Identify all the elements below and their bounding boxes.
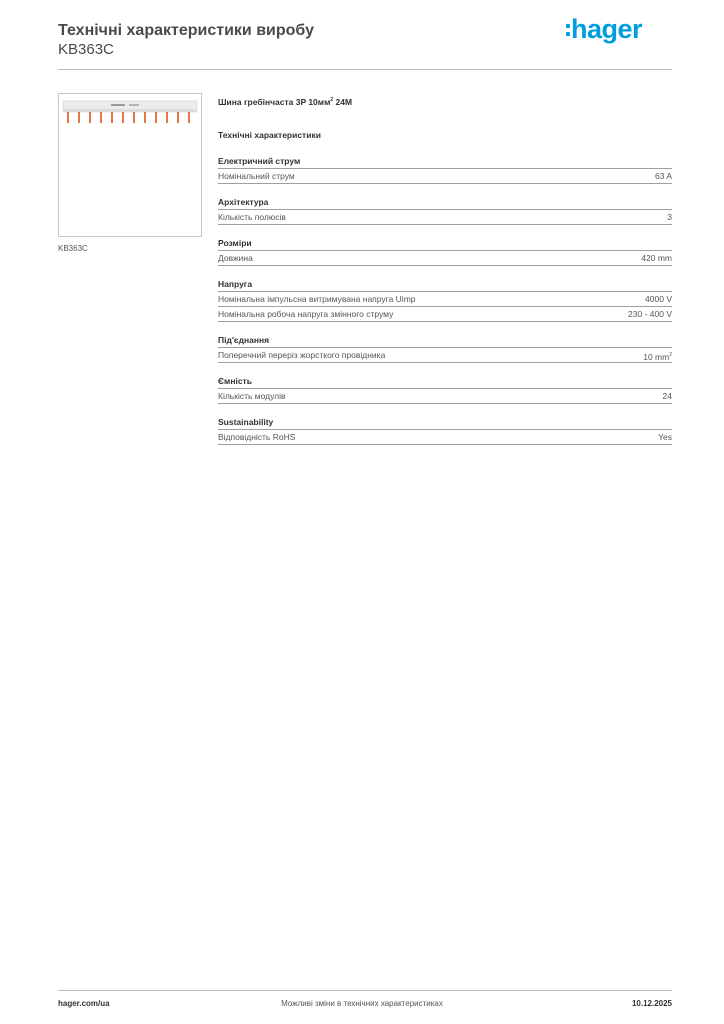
spec-row	[218, 307, 672, 322]
spec-value-text: 3	[667, 212, 672, 222]
product-name-sup: 2	[330, 97, 334, 104]
busbar-pin	[133, 112, 135, 123]
busbar-pin	[188, 112, 190, 123]
spec-section-title: Розміри	[218, 237, 672, 251]
busbar-pin	[78, 112, 80, 123]
spec-value-sup: 2	[669, 352, 672, 358]
product-name	[218, 97, 352, 107]
busbar-pin	[144, 112, 146, 123]
spec-row	[218, 210, 672, 225]
footer-date: 10.12.2025	[631, 999, 672, 1008]
spec-row	[218, 430, 672, 445]
spec-section	[218, 155, 672, 184]
spec-value-text: 230 - 400 V	[628, 309, 672, 319]
spec-row	[218, 389, 672, 404]
product-image	[58, 93, 202, 237]
spec-value	[628, 307, 672, 321]
spec-value-text: Yes	[658, 432, 672, 442]
spec-label: Довжина	[218, 253, 253, 263]
spec-value	[643, 348, 672, 362]
spec-label: Поперечний переріз жорсткого провідника	[218, 350, 386, 360]
hager-logo	[566, 14, 642, 45]
logo-dots-icon	[566, 22, 570, 38]
spec-label: Номінальний струм	[218, 171, 295, 181]
spec-section	[218, 237, 672, 266]
spec-value	[667, 210, 672, 224]
spec-value	[663, 389, 672, 403]
spec-value-text: 420 mm	[641, 253, 672, 263]
spec-row	[218, 169, 672, 184]
spec-section	[218, 196, 672, 225]
spec-section	[218, 416, 672, 445]
spec-row	[218, 292, 672, 307]
spec-section-title: Ємність	[218, 375, 672, 389]
spec-heading: Технічні характеристики	[218, 130, 321, 140]
busbar-pin	[111, 112, 113, 123]
busbar-pin	[67, 112, 69, 123]
busbar-pin	[100, 112, 102, 123]
spec-section	[218, 334, 672, 363]
spec-section-title: Архітектура	[218, 196, 672, 210]
spec-value-text: 24	[662, 391, 672, 401]
spec-label: Кількість модулів	[218, 391, 286, 401]
busbar-pin	[155, 112, 157, 123]
product-code: KB363C	[58, 41, 114, 58]
spec-value	[645, 292, 672, 306]
spec-table	[218, 155, 672, 457]
busbar-pin	[177, 112, 179, 123]
spec-label: Номінальна імпульсна витримувана напруга Uimp	[218, 294, 416, 304]
spec-label: Кількість полюсів	[218, 212, 286, 222]
spec-section-title: Напруга	[218, 278, 672, 292]
page-title: Технічні характеристики виробу	[58, 22, 314, 39]
spec-section-title: Sustainability	[218, 416, 672, 430]
spec-section	[218, 375, 672, 404]
busbar-pin	[166, 112, 168, 123]
spec-row	[218, 251, 672, 266]
busbar-pin	[89, 112, 91, 123]
product-name-suffix: 24M	[333, 97, 353, 107]
spec-value	[658, 430, 672, 444]
spec-value	[655, 169, 672, 183]
footer-note: Можливі зміни в технічних характеристиках	[281, 999, 443, 1008]
product-name-text: Шина гребінчаста 3P 10мм	[218, 97, 331, 107]
spec-row	[218, 348, 672, 363]
spec-section-title: Під'єднання	[218, 334, 672, 348]
image-caption: KB363C	[58, 244, 88, 253]
spec-value-text: 4000 V	[645, 294, 672, 304]
footer-divider	[58, 990, 672, 991]
header-divider	[58, 69, 672, 70]
spec-label: Відповідність RoHS	[218, 432, 296, 442]
busbar-pin	[122, 112, 124, 123]
spec-section	[218, 278, 672, 322]
spec-section-title: Електричний струм	[218, 155, 672, 169]
footer-website[interactable]: hager.com/ua	[58, 999, 110, 1008]
busbar-illustration-icon	[59, 94, 201, 236]
spec-label: Номінальна робоча напруга змінного струму	[218, 309, 394, 319]
logo-text: hager	[571, 14, 643, 44]
spec-value-text: 10 mm	[643, 351, 670, 362]
spec-value-text: 63 A	[654, 171, 672, 181]
spec-value	[641, 251, 672, 265]
